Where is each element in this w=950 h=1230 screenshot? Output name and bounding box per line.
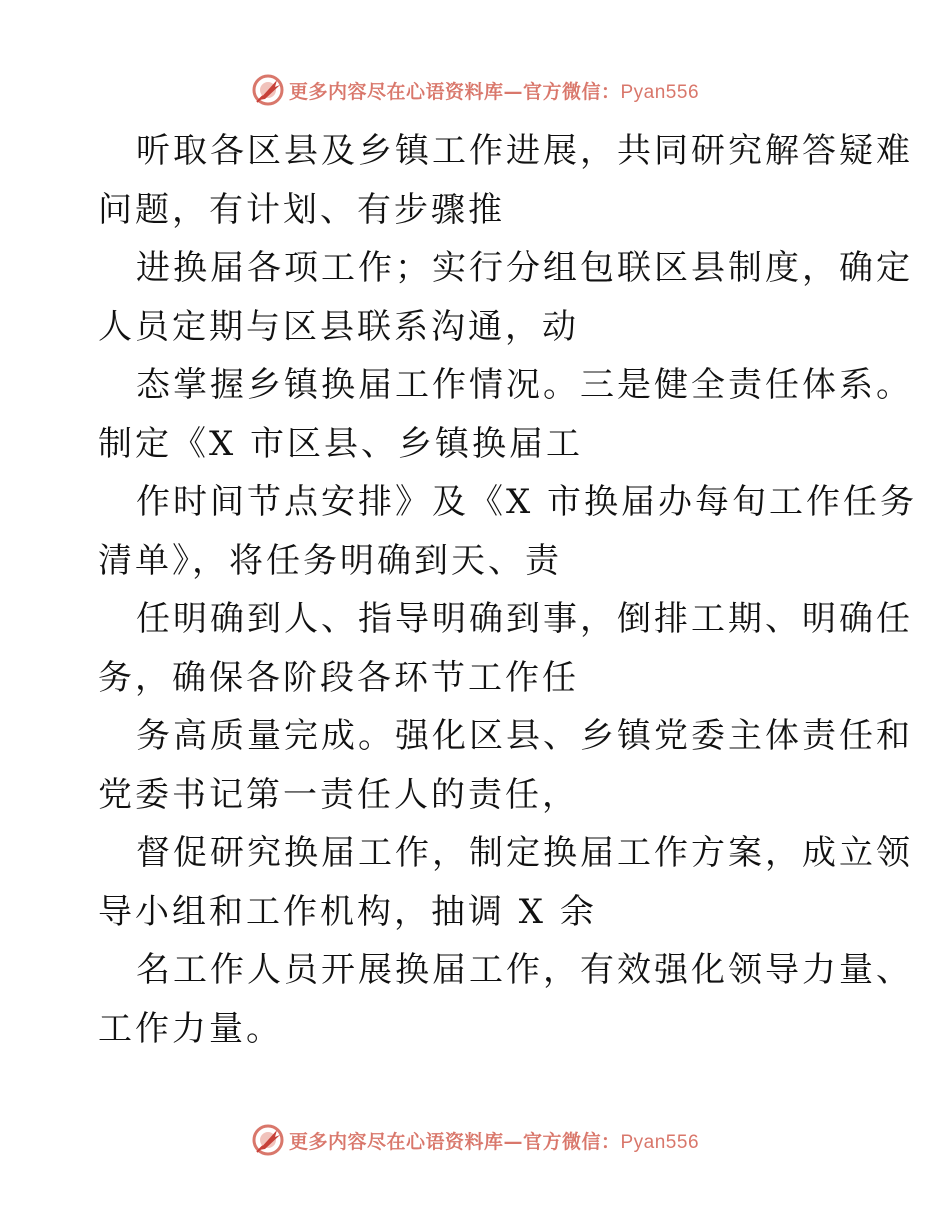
text-line: 督促研究换届工作，制定换届工作方案，成立领: [136, 833, 913, 873]
text-line: 问题，有计划、有步骤推: [98, 189, 505, 230]
header-banner-text-latin: Pyan556: [620, 81, 700, 103]
quill-seal-icon: [251, 1123, 285, 1157]
text-line: 进换届各项工作；实行分组包联区县制度，确定: [136, 248, 913, 288]
quill-seal-icon: [251, 73, 285, 107]
text-line: 态掌握乡镇换届工作情况。三是健全责任体系。: [136, 365, 913, 405]
text-line: 党委书记第一责任人的责任，: [98, 774, 579, 815]
footer-banner-content: [251, 1123, 699, 1157]
text-line: 务高质量完成。强化区县、乡镇党委主体责任和: [136, 716, 913, 756]
text-line: 务，确保各阶段各环节工作任: [98, 657, 579, 698]
text-line: 作时间节点安排》及《X 市换届办每旬工作任务: [136, 482, 918, 522]
header-banner-text-cn: 更多内容尽在心语资料库—官方微信：: [288, 80, 621, 103]
text-line: 导小组和工作机构，抽调 X 余: [98, 891, 597, 932]
body-paragraphs: [98, 122, 918, 1058]
header-banner: [0, 70, 950, 110]
text-line: 清单》，将任务明确到天、责: [98, 540, 562, 581]
text-line: 工作力量。: [98, 1008, 283, 1049]
text-line: 听取各区县及乡镇工作进展，共同研究解答疑难: [136, 131, 913, 171]
footer-banner: [0, 1120, 950, 1160]
footer-banner-text: [289, 1127, 699, 1154]
header-banner-content: [251, 73, 699, 107]
footer-banner-text-cn: 更多内容尽在心语资料库—官方微信：: [288, 1130, 621, 1153]
text-line: 任明确到人、指导明确到事，倒排工期、明确任: [136, 599, 913, 639]
text-line: 名工作人员开展换届工作，有效强化领导力量、: [136, 950, 913, 990]
text-line: 人员定期与区县联系沟通，动: [98, 306, 579, 347]
header-banner-text: [289, 77, 699, 104]
footer-banner-text-latin: Pyan556: [620, 1131, 700, 1153]
text-line: 制定《X 市区县、乡镇换届工: [98, 423, 584, 464]
